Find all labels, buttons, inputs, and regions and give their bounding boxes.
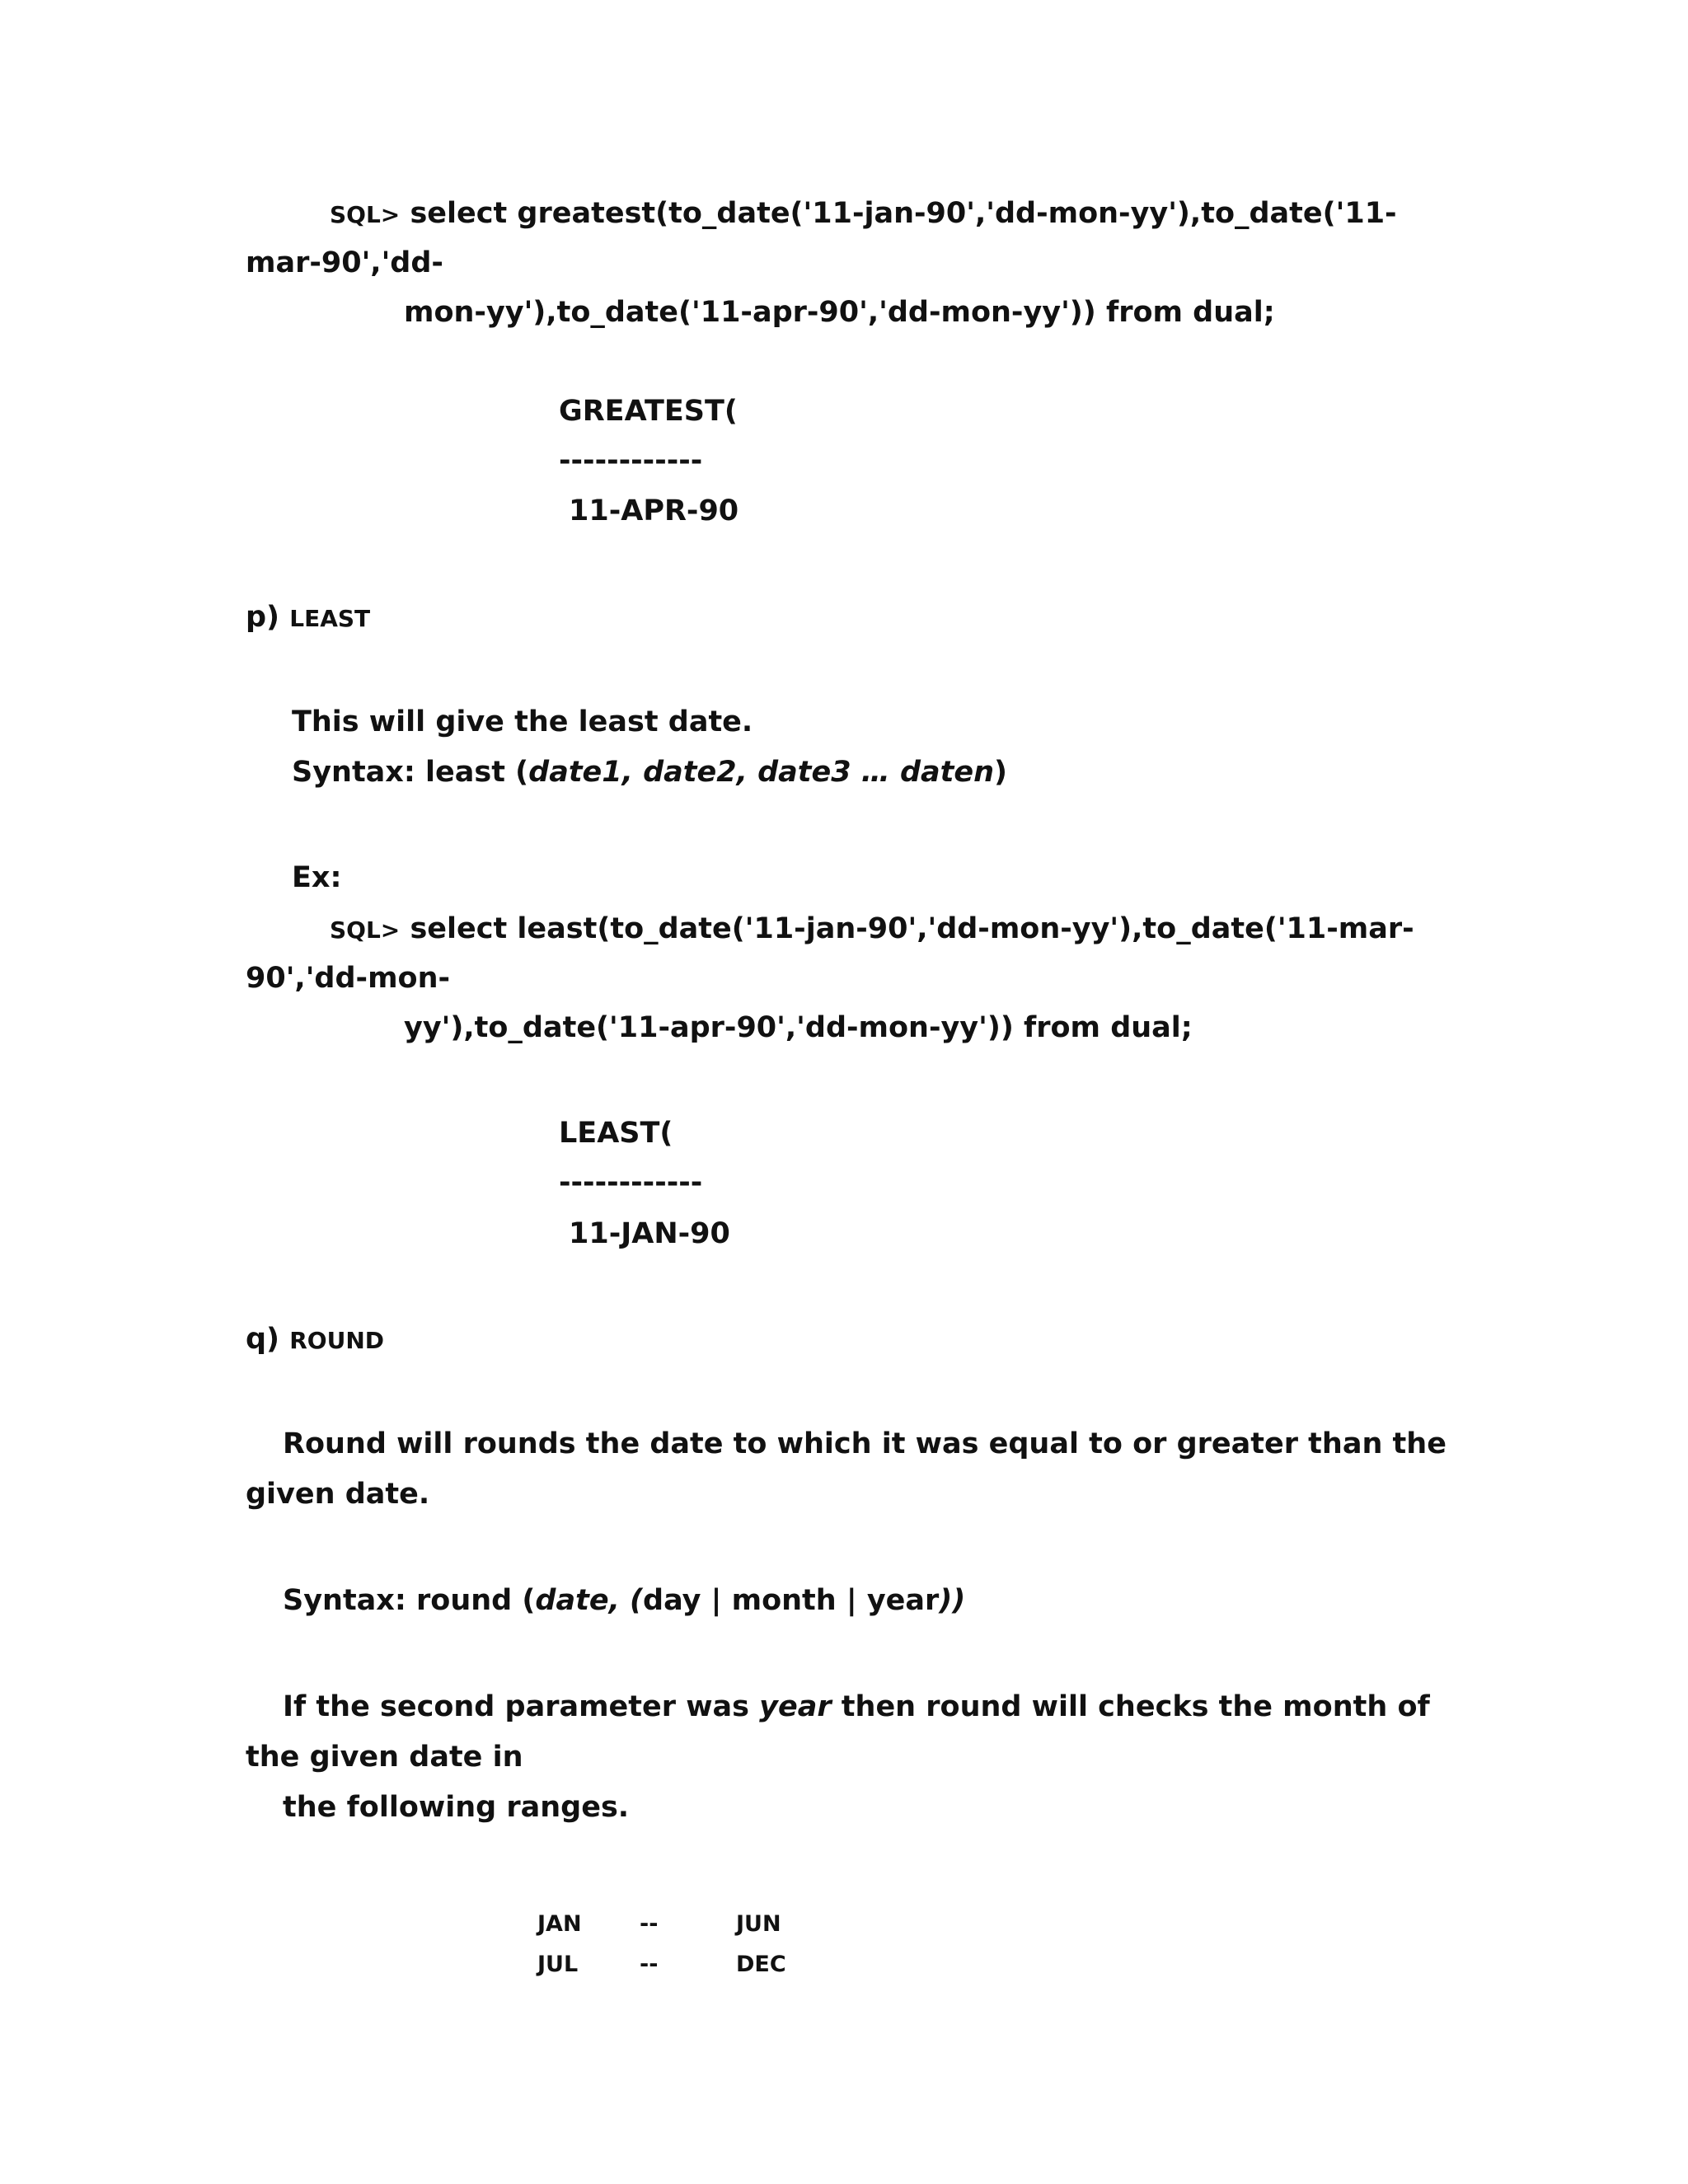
least-section-title: LEAST — [289, 605, 371, 632]
least-syntax — [292, 758, 1007, 787]
round-param-suffix: then round will checks the month of — [831, 1690, 1430, 1723]
least-sql-line-3: yy'),to_date('11-apr-90','dd-mon-yy')) from dual; — [404, 1011, 1193, 1044]
greatest-result-separator: ------------ — [559, 444, 703, 477]
greatest-result-header: GREATEST( — [559, 395, 738, 428]
sql-text: select least(to_date('11-jan-90','dd-mon-yy'),to_date('11-mar- — [410, 912, 1414, 945]
least-section-label: p) — [246, 601, 280, 634]
range-row-2-from: JUL — [537, 1952, 579, 1977]
round-param-line-1 — [283, 1690, 1430, 1723]
least-syntax-prefix: Syntax: least ( — [292, 756, 529, 789]
sql-text: select greatest(to_date('11-jan-90','dd-mon-yy'),to_date('11- — [410, 197, 1397, 230]
least-syntax-params: date1, date2, date3 … daten — [528, 756, 995, 789]
round-syntax-prefix: Syntax: round ( — [283, 1584, 536, 1617]
round-syntax-close: )) — [939, 1584, 966, 1617]
least-result-value: 11-JAN-90 — [569, 1217, 730, 1250]
least-result-separator: ------------ — [559, 1166, 703, 1199]
sql-prompt: SQL> — [330, 916, 401, 944]
least-sql-line-1 — [330, 912, 1414, 945]
round-param-line-3: the following ranges. — [283, 1791, 630, 1824]
least-section-heading — [246, 603, 370, 632]
round-param-prefix: If the second parameter was — [283, 1690, 760, 1723]
range-row-1-to: JUN — [736, 1911, 781, 1937]
range-row-1-from: JAN — [537, 1911, 582, 1937]
least-description: This will give the least date. — [292, 705, 753, 738]
round-syntax — [283, 1586, 965, 1615]
round-param-year: year — [759, 1690, 832, 1723]
greatest-sql-line-1 — [330, 199, 1397, 228]
range-row-1-separator: -- — [640, 1911, 659, 1937]
round-param-line-2: the given date in — [246, 1741, 523, 1774]
round-section-label: q) — [246, 1323, 280, 1356]
round-syntax-date: date, ( — [535, 1584, 644, 1617]
round-section-title: ROUND — [289, 1327, 385, 1354]
round-description-line-2: given date. — [246, 1478, 430, 1511]
range-row-2-to: DEC — [736, 1952, 786, 1977]
greatest-sql-line-3: mon-yy'),to_date('11-apr-90','dd-mon-yy')) from dual; — [404, 296, 1275, 329]
greatest-result-value: 11-APR-90 — [569, 494, 739, 527]
sql-prompt: SQL> — [330, 201, 401, 228]
round-description-line-1: Round will rounds the date to which it was equal to or greater than the — [283, 1427, 1447, 1460]
least-syntax-suffix: ) — [994, 756, 1008, 789]
least-example-label: Ex: — [292, 861, 342, 894]
round-section-heading — [246, 1325, 384, 1354]
range-row-2-separator: -- — [640, 1952, 659, 1977]
least-sql-line-2: 90','dd-mon- — [246, 962, 451, 995]
least-result-header: LEAST( — [559, 1117, 673, 1150]
greatest-sql-line-2: mar-90','dd- — [246, 246, 443, 279]
round-syntax-options: day | month | year — [643, 1584, 940, 1617]
